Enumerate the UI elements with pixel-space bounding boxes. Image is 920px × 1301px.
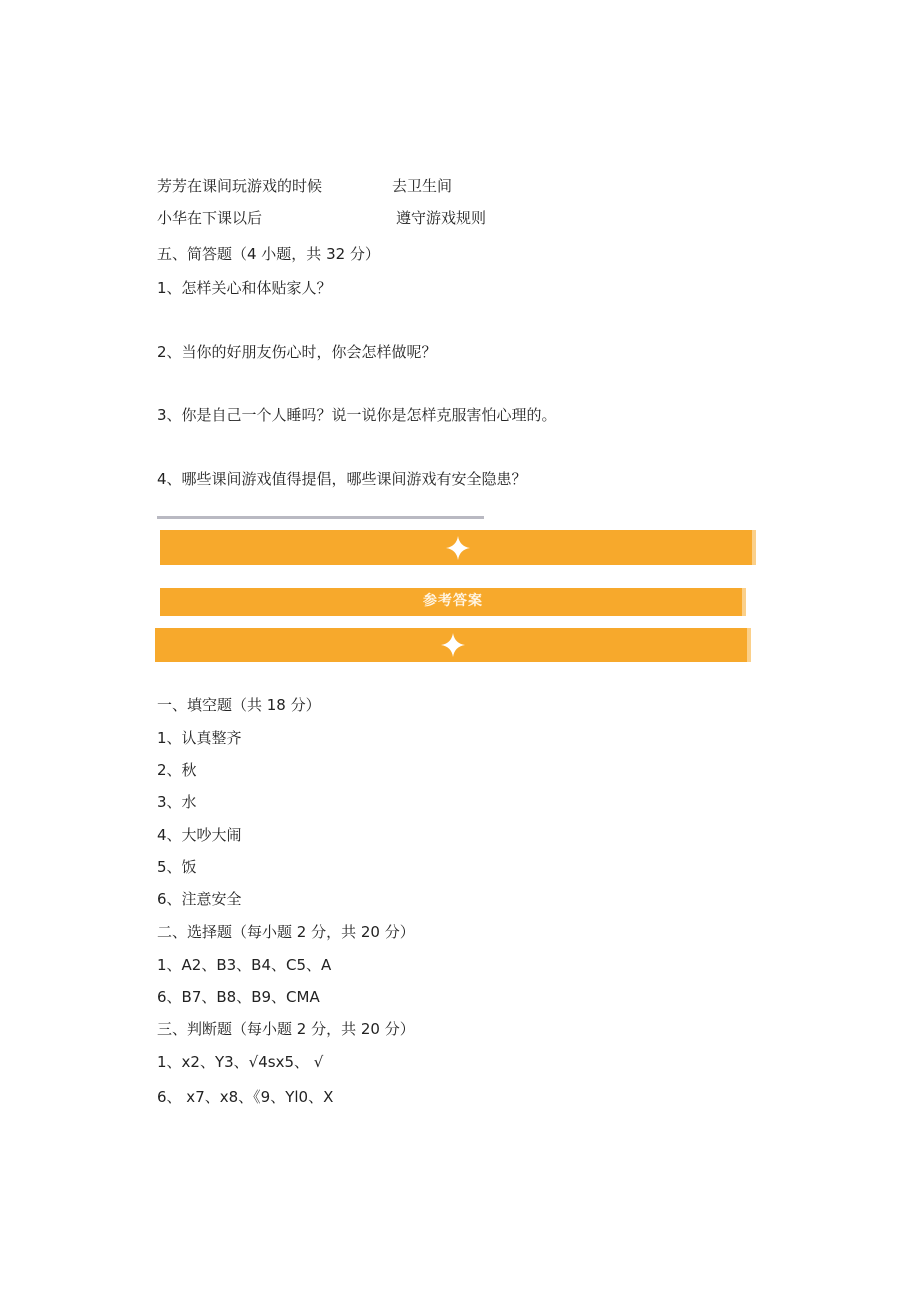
band-edge bbox=[752, 530, 756, 565]
answer-item: 6、 x7、x8、《9、Yl0、X bbox=[157, 1088, 334, 1106]
answer-item: 1、x2、Y3、√4sx5、 √ bbox=[157, 1053, 324, 1071]
section5-title: 五、简答题（4 小题，共 32 分） bbox=[157, 245, 380, 263]
answers-section3-title: 三、判断题（每小题 2 分，共 20 分） bbox=[157, 1020, 415, 1038]
matching-right-2: 遵守游戏规则 bbox=[396, 209, 487, 227]
banner-bottom-band bbox=[155, 628, 751, 662]
matching-left-1: 芳芳在课间玩游戏的时候 bbox=[157, 177, 323, 195]
answers-section2-title: 二、选择题（每小题 2 分，共 20 分） bbox=[157, 923, 415, 941]
answer-item: 5、饭 bbox=[157, 858, 197, 876]
answer-item: 6、B7、B8、B9、CMA bbox=[157, 988, 320, 1006]
sparkle-icon bbox=[445, 535, 471, 561]
question-3: 3、你是自己一个人睡吗？说一说你是怎样克服害怕心理的。 bbox=[157, 406, 557, 424]
sparkle-icon bbox=[440, 632, 466, 658]
divider-line bbox=[157, 516, 484, 519]
answer-item: 4、大吵大闹 bbox=[157, 826, 242, 844]
band-edge bbox=[747, 628, 751, 662]
question-2: 2、当你的好朋友伤心时，你会怎样做呢？ bbox=[157, 343, 437, 361]
banner-label-band bbox=[160, 588, 746, 616]
banner-top-band bbox=[160, 530, 756, 565]
question-4: 4、哪些课间游戏值得提倡，哪些课间游戏有安全隐患？ bbox=[157, 470, 527, 488]
matching-right-1: 去卫生间 bbox=[392, 177, 453, 195]
answer-item: 1、A2、B3、B4、C5、A bbox=[157, 956, 332, 974]
answer-item: 2、秋 bbox=[157, 761, 197, 779]
question-1: 1、怎样关心和体贴家人？ bbox=[157, 279, 332, 297]
answers-section1-title: 一、填空题（共 18 分） bbox=[157, 696, 321, 714]
answer-item: 6、注意安全 bbox=[157, 890, 242, 908]
matching-left-2: 小华在下课以后 bbox=[157, 209, 263, 227]
answer-item: 3、水 bbox=[157, 793, 197, 811]
answer-item: 1、认真整齐 bbox=[157, 729, 242, 747]
answer-key-label: 参考答案 bbox=[423, 593, 483, 609]
